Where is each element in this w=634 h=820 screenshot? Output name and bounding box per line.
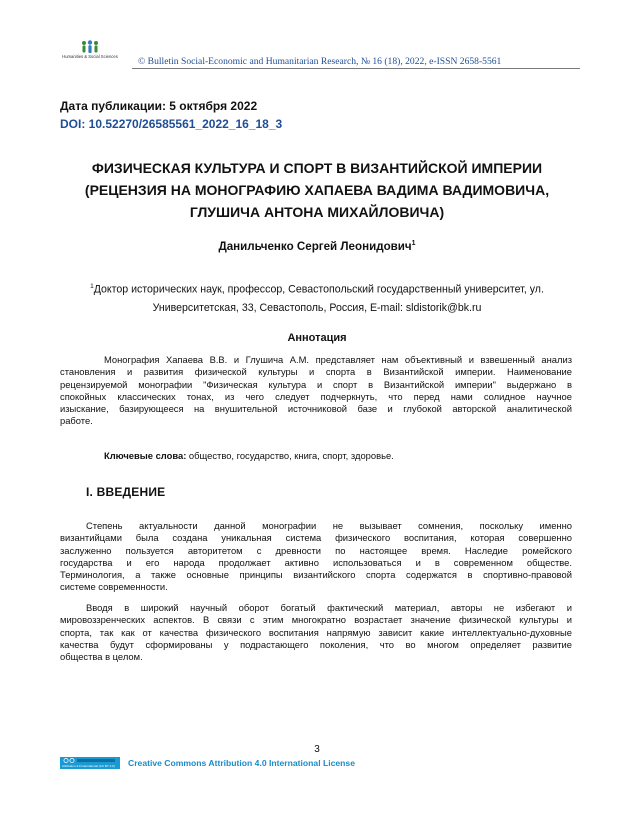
paragraph-line: спорта, так как от качества физического воспитания напрямую зависит какие интеллектуально-духовные <box>60 626 572 638</box>
header-divider <box>132 68 580 69</box>
paragraph-line: заслуженно пользуется авторитетом с древности по настоящее время. Наследие ромейского <box>60 544 572 556</box>
abstract-line: изыскание, базирующееся на внушительной источниковой базе и глубокой авторской аналитической <box>60 403 572 415</box>
paragraph-line: качества будут сформированы у подрастающего поколения, что во многом определяет развитие <box>60 638 572 650</box>
affiliation-line: Университетская, 33, Севастополь, Россия, E-mail: sldistorik@bk.ru <box>152 301 482 314</box>
title-line: ГЛУШИЧА АНТОНА МИХАЙЛОВИЧА) <box>189 204 445 220</box>
abstract-line: Монография Хапаева В.В. и Глушича А.М. представляет нам объективный и взвешенный анализ <box>104 354 572 365</box>
abstract-text <box>60 354 572 428</box>
author <box>60 240 574 253</box>
abstract-line: рецензируемой монографии "Физическая культура и спорт в Византийской империи" выдержано в <box>60 378 572 390</box>
cc-badge-text: Attribution 4.0 International (CC BY 4.0) <box>62 764 115 768</box>
body-paragraph <box>60 520 572 594</box>
abstract-heading: Аннотация <box>287 332 347 344</box>
affiliation <box>60 278 574 317</box>
title-line: (РЕЦЕНЗИЯ НА МОНОГРАФИЮ ХАПАЕВА ВАДИМА ВАДИМОВИЧА, <box>84 182 550 198</box>
cc-by-icon <box>63 758 117 763</box>
author-name: Данильченко Сергей Леонидович <box>218 240 412 253</box>
abstract-line: спокойных классических тонах, из чего следует подчеркнуть, что перед нами солидное научное <box>60 390 572 402</box>
logo-text: Humanities & Social Sciences <box>62 54 118 59</box>
body-paragraph <box>60 602 572 663</box>
paragraph-line: мировоззренческих аспектов. В связи с этим многократно возрастает значение физической культуры и <box>60 614 572 626</box>
paragraph-line: общества в целом. <box>60 651 143 663</box>
publication-date: Дата публикации: 5 октября 2022 <box>60 99 258 113</box>
page-number: 3 <box>314 744 320 755</box>
paragraph-line: Степень актуальности данной монографии не вызывает сомнения, поскольку именно <box>86 520 572 531</box>
article-title <box>60 157 574 223</box>
paragraph-line: государства и его народа продолжает активно использоваться и в современном обществе. <box>60 556 572 568</box>
abstract-line: работе. <box>60 415 93 427</box>
paragraph-line: системе современности. <box>60 581 168 593</box>
doi-link[interactable]: DOI: 10.52270/26585561_2022_16_18_3 <box>60 117 283 131</box>
cc-license-badge[interactable] <box>60 757 120 769</box>
paragraph-line: византийцами была создана уникальная система физического воспитания, которая совершенно <box>60 532 572 544</box>
people-logo-icon <box>77 40 103 54</box>
paragraph-line: Терминология, а также основные принципы византийского спорта содержатся в спортивно-правовой <box>60 569 572 581</box>
author-sup: 1 <box>411 240 416 248</box>
title-line: ФИЗИЧЕСКАЯ КУЛЬТУРА И СПОРТ В ВИЗАНТИЙСКОЙ ИМПЕРИИ <box>91 160 543 176</box>
keywords-label: Ключевые слова: <box>104 450 187 461</box>
abstract-line: становления и развития физической культуры и спорта в Византийской империи. Наименование <box>60 366 572 378</box>
section-heading: I. ВВЕДЕНИЕ <box>86 485 166 499</box>
affiliation-sup: 1 <box>90 283 94 290</box>
affiliation-line: Доктор исторических наук, профессор, Севастопольский государственный университет, ул. <box>93 283 544 296</box>
keywords <box>104 450 394 461</box>
paragraph-line: Вводя в широкий научный оборот богатый фактический материал, авторы не избегают и <box>86 602 572 613</box>
journal-citation: © Bulletin Social-Economic and Humanitarian Research, № 16 (18), 2022, e-ISSN 2658-5561 <box>138 56 502 67</box>
keywords-value: общество, государство, книга, спорт, здоровье. <box>186 450 394 461</box>
license-link[interactable]: Creative Commons Attribution 4.0 International License <box>128 758 355 768</box>
page-header <box>60 40 580 70</box>
journal-logo <box>60 40 120 70</box>
